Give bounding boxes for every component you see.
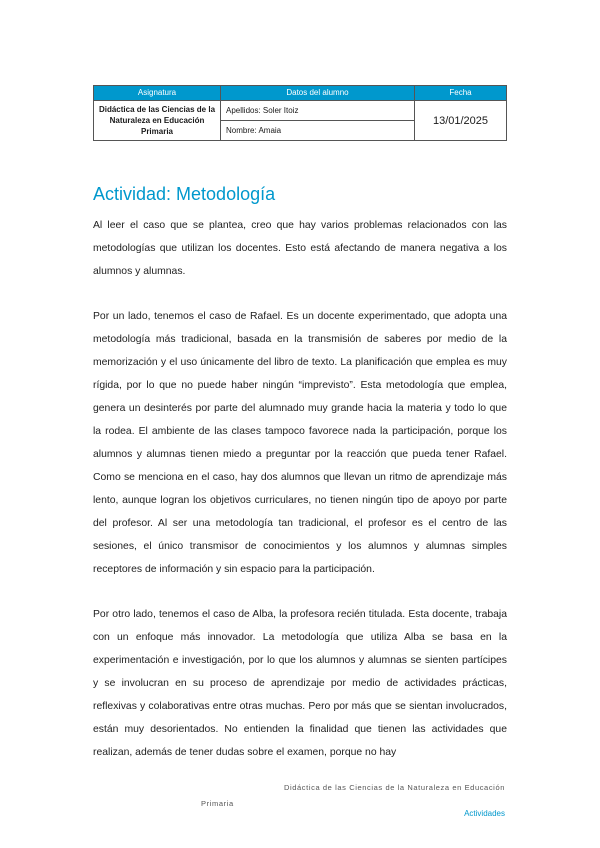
footer-course-title xyxy=(93,780,505,812)
paragraph-intro: Al leer el caso que se plantea, creo que hay varios problemas relacionados con las metodologías que utilizan los docentes. Esto está afectando de manera negativa a los alumnos y alumnas. xyxy=(93,220,507,277)
student-surnames: Apellidos: Soler Itoiz xyxy=(221,101,415,121)
header-info-table xyxy=(93,85,507,141)
subject-value: Didáctica de las Ciencias de la Naturaleza en Educación Primaria xyxy=(94,101,221,141)
footer-section-label: Actividades xyxy=(464,809,505,818)
header-subject-label: Asignatura xyxy=(94,86,221,101)
page-title: Actividad: Metodología xyxy=(93,184,276,204)
student-name: Nombre: Amaia xyxy=(221,121,415,141)
paragraph-alba: Por otro lado, tenemos el caso de Alba, la profesora recién titulada. Esta docente, trabaja con un enfoque más innovador. La metodología que utiliza Alba se basa en la experimentación e investigación, por lo que los alumnos y alumnas se sienten partícipes y se involucran en su proceso de aprendizaje por medio de actividades prácticas, reflexivas y colaborativas entre otras muchas. Pero por más que se sientan involucrados, están muy desorientados. No entienden la finalidad que tienen las actividades que realizan, además de tener dudas sobre el examen, porque no hay xyxy=(93,609,507,758)
paragraph-rafael: Por un lado, tenemos el caso de Rafael. Es un docente experimentado, que adopta una metodología más tradicional, basada en la transmisión de saberes por medio de la memorización y el uso únicamente del libro de texto. La planificación que emplea es muy rígida, por lo que no puede haber ningún “imprevisto”. Esta metodología que emplea, genera un desinterés por parte del alumnado muy grande hacia la materia y todo lo que la rodea. El ambiente de las clases tampoco favorece nada la participación, porque los alumnos y alumnas tienen miedo a preguntar por la reacción que pueda tener Rafael. Como se menciona en el caso, hay dos alumnos que llevan un ritmo de aprendizaje más lento, aunque logran los objetivos curriculares, no tienen ningún tipo de apoyo por parte del profesor. Al ser una metodología tan tradicional, el profesor es el centro de las sesiones, el único transmisor de conocimientos y los alumnos y alumnas simples receptores de información y sin espacio para la participación. xyxy=(93,311,507,575)
footer-course-line2: Primaria xyxy=(201,799,234,808)
footer-course-line1: Didáctica de las Ciencias de la Naturaleza en Educación xyxy=(283,783,505,792)
header-date-label: Fecha xyxy=(415,86,507,101)
date-value: 13/01/2025 xyxy=(415,101,507,141)
header-student-label: Datos del alumno xyxy=(221,86,415,101)
body-text xyxy=(93,214,507,786)
